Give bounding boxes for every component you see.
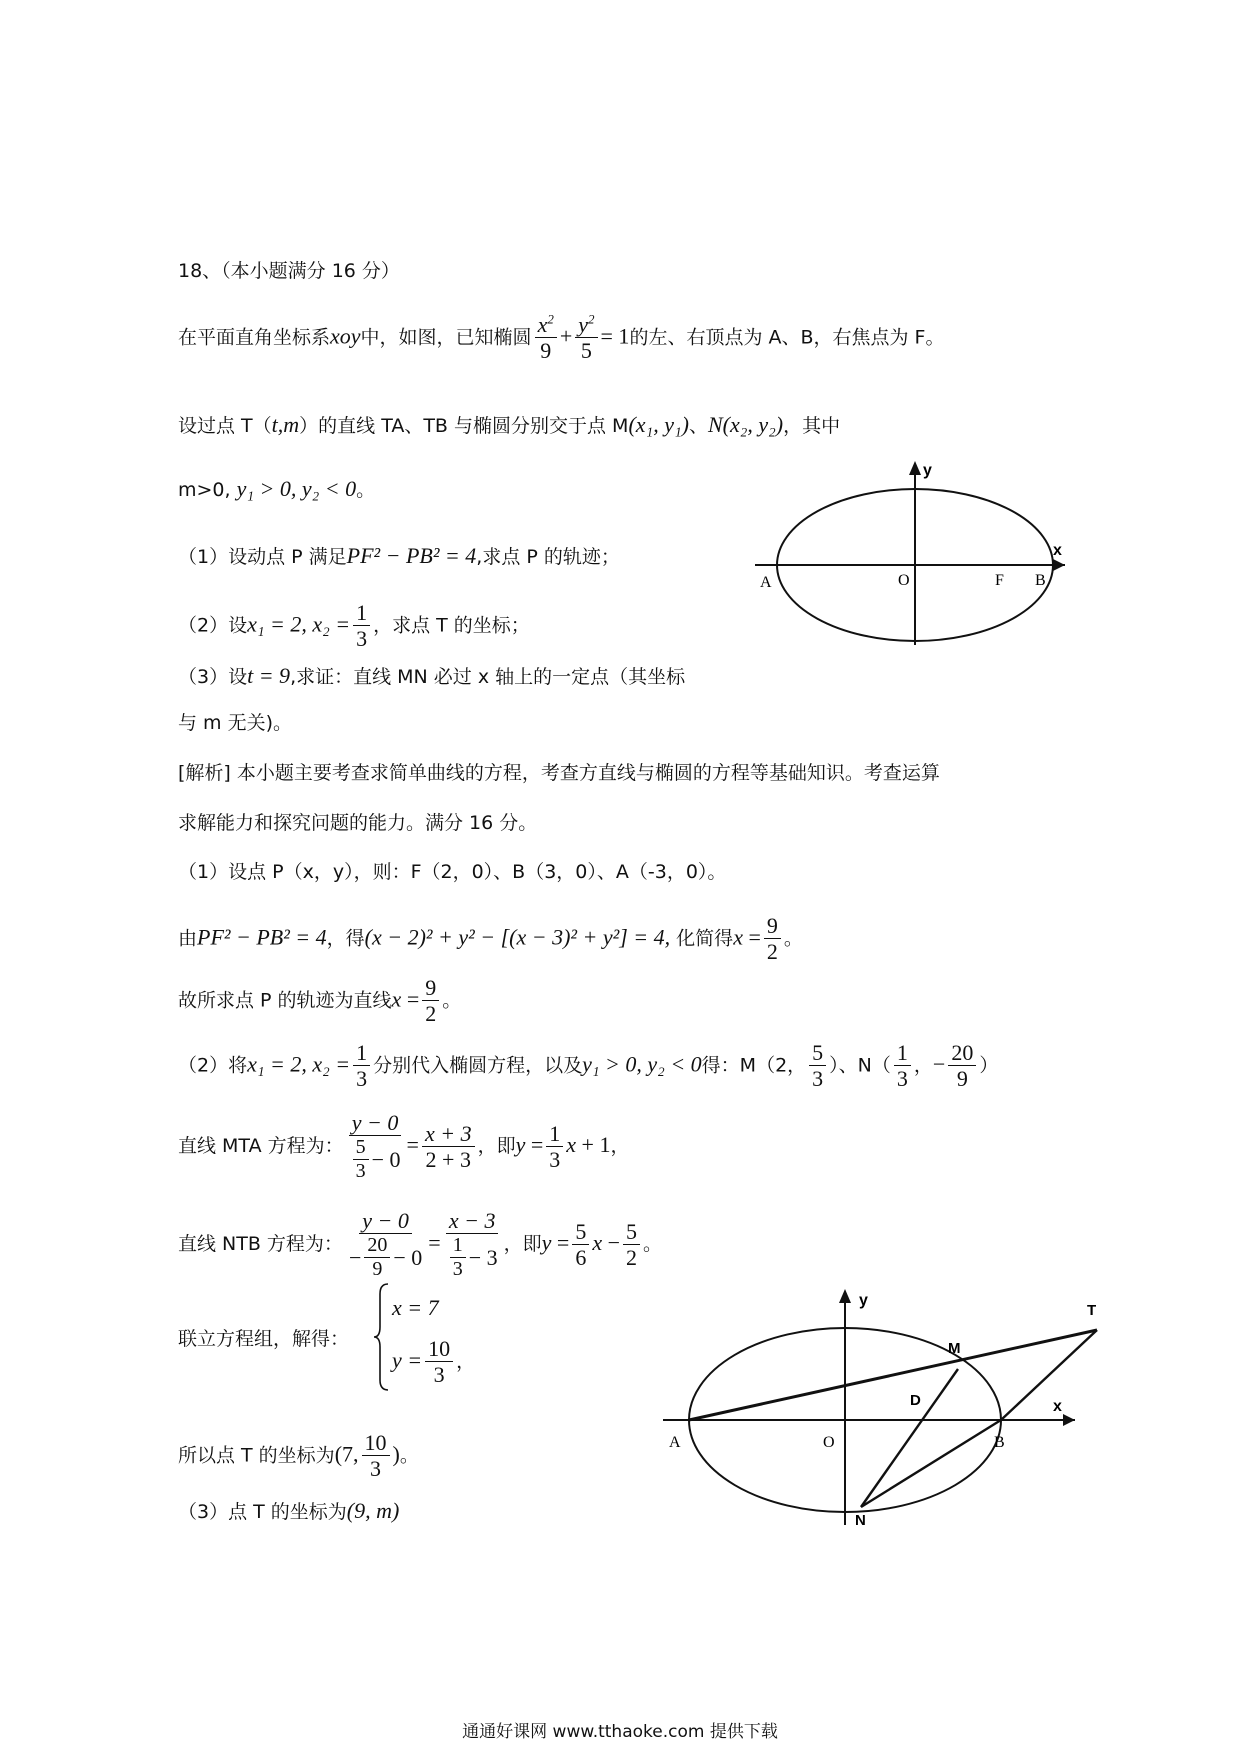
q1-text-2: ,求点 P 的轨迹； [476,546,620,568]
mta-frac-left: y − 0 $\frac{5}{3}$ − 0 [347,1110,404,1183]
fig2-label-y: y [859,1292,868,1309]
s3-text-1: 故所求点 P 的轨迹为直线 [178,989,392,1012]
question-1 [178,545,620,567]
fig2-label-d: D [910,1392,921,1409]
system-eq-2: y = $\frac{10}{3}$ ， [392,1336,476,1388]
system-text-1: ， [456,1350,476,1373]
s4-expr-2: y₁ > 0, y₂ < 0 [582,1051,702,1077]
ellipse-frac-x: $\frac{x^2}{9}$ [535,312,557,364]
solution-step-3: 故所求点 P 的轨迹为直线x = $\frac{9}{2}$ 。 [178,975,462,1027]
intro-text-3: 的左、右顶点为 A、B，右焦点为 F。 [629,326,945,349]
point-m-coords: (x₁, y₁) [628,412,689,437]
solution-step-2: 由PF² − PB² = 4，得(x − 2)² + y² − [(x − 3)² + y²] = 4, 化简得x = $\frac{9}{2}$ 。 [178,913,803,965]
frac-nine-halves-2: $\frac{9}{2}$ [422,975,439,1027]
q2-expr: x₁ = 2, x₂ = [247,611,351,637]
fig1-label-b: B [1035,572,1046,589]
q1-text-1: （1）设动点 P 满足 [178,546,347,568]
system-eq-1: x = 7 [392,1295,439,1320]
setup-text-2: ）的直线 TA、TB 与椭圆分别交于点 M [299,415,629,437]
mta-label: 直线 MTA 方程为： [178,1135,344,1158]
frac-one-third-3: $\frac{1}{3}$ [894,1040,911,1092]
figure-1-ellipse [740,455,1080,655]
question-3 [178,665,685,687]
q3-text-1: （3）设 [178,666,248,688]
ntb-slope: $\frac{5}{6}$ [572,1219,589,1271]
s3-text-2: 。 [442,989,462,1012]
question-3-cont: 与 m 无关)。 [178,712,293,734]
line-mta-equation: 直线 MTA 方程为： y − 0 $\frac{5}{3}$ − 0 = $\frac{x + 3}{2 + 3}$ ，即y = $\frac{1}{3}$ x + 1， [178,1110,630,1183]
system-label: 联立方程组，解得： [178,1328,350,1350]
frac-twenty-ninths: $\frac{20}{9}$ [948,1040,976,1092]
fig1-label-x: x [1053,542,1062,559]
point-t-result: 所以点 T 的坐标为(7, $\frac{10}{3}$ )。 [178,1430,419,1482]
fig1-label-f: F [995,572,1004,589]
setup-text-4: ，其中 [783,415,841,437]
cond-expr: y₁ > 0, y₂ < 0 [236,476,357,501]
solution-head-1: [解析] 本小题主要考查求简单曲线的方程，考查方直线与椭圆的方程等基础知识。考查运算 [178,762,940,784]
cond-text-1: m>0, [178,479,231,501]
mta-slope: $\frac{1}{3}$ [546,1121,563,1173]
s4-text-4: ）、N（ [829,1054,891,1077]
s4-text-5: ， [913,1054,933,1077]
ntb-text-1: ，即 [503,1233,542,1256]
system-brace [372,1282,392,1392]
question-2 [178,600,530,652]
ntb-text-2: 。 [643,1233,663,1256]
setup-text-3: 、 [688,415,708,437]
mta-text-2: ， [610,1135,630,1158]
fig2-label-b: B [994,1434,1005,1451]
mta-text-1: ，即 [477,1135,516,1158]
frac-nine-halves: $\frac{9}{2}$ [764,913,781,965]
s4-text-6: ） [979,1054,999,1077]
fig2-label-a: A [669,1434,681,1451]
q3-text-2: ,求证：直线 MN 必过 x 轴上的一定点（其坐标 [290,666,686,688]
s4-text-1: （2）将 [178,1054,248,1077]
coord-system: xoy [330,323,361,349]
tcoord-text-1: 所以点 T 的坐标为 [178,1444,335,1467]
fig1-label-a: A [760,574,772,591]
s3start-text-1: （3）点 T 的坐标为 [178,1501,347,1523]
fig2-label-n: N [855,1512,866,1529]
s4-text-2: 分别代入椭圆方程，以及 [373,1054,583,1077]
q3-expr: t = 9 [247,663,291,688]
ntb-frac-right: x − 3 $\frac{1}{3}$ − 3 [444,1208,501,1281]
frac-one-third-2: $\frac{1}{3}$ [353,1040,370,1092]
s2-text-3: 化简得 [676,927,734,950]
problem-title: 18、（本小题满分 16 分） [178,260,400,282]
s2-expr-2: (x − 2)² + y² − [(x − 3)² + y²] = 4, [364,924,671,950]
q2-text-2: ，求点 T 的坐标； [373,614,530,637]
s2-text-2: ，得 [326,927,365,950]
solution-part-3 [178,1500,399,1522]
fig2-label-m: M [948,1340,961,1357]
fig2-label-x: x [1053,1398,1062,1415]
point-t-coords: t,m [271,412,300,437]
frac-ten-thirds: $\frac{10}{3}$ [425,1336,453,1388]
ntb-label: 直线 NTB 方程为： [178,1233,343,1256]
intro-text-2: 中，如图，已知椭圆 [360,326,532,349]
line-ntb-equation: 直线 NTB 方程为： y − 0 − $\frac{20}{9}$ − 0 = x − 3 $\frac{1}{3}$ − 3 ，即y = $\frac{5}{6}$ x − $\frac{5}{2}$ 。 [178,1208,663,1281]
problem-condition [178,478,375,500]
fig1-label-y: y [923,462,932,479]
fig2-label-t: T [1087,1302,1097,1319]
s4-expr-1: x₁ = 2, x₂ = [247,1051,351,1077]
setup-text-1: 设过点 T（ [178,415,272,437]
cond-text-2: 。 [356,479,376,501]
frac-five-thirds: $\frac{5}{3}$ [809,1040,826,1092]
s3start-expr: (9, m) [346,1498,400,1523]
s2-text-4: 。 [783,927,803,950]
intro-text-1: 在平面直角坐标系 [178,326,331,349]
solution-head-2: 求解能力和探究问题的能力。满分 16 分。 [178,812,538,834]
q2-text-1: （2）设 [178,614,248,637]
point-n-coords: N(x₂, y₂) [707,412,784,437]
ntb-frac-left: y − 0 − $\frac{20}{9}$ − 0 [348,1208,423,1281]
figure-2-ellipse [655,1285,1115,1530]
frac-ten-thirds-2: $\frac{10}{3}$ [362,1430,390,1482]
q1-expr: PF² − PB² = 4 [346,543,477,568]
problem-setup [178,414,840,436]
s2-text-1: 由 [178,927,198,950]
s2-expr-1: PF² − PB² = 4 [197,924,327,950]
mta-frac-right: $\frac{x + 3}{2 + 3}$ [422,1121,475,1173]
problem-intro: 在平面直角坐标系xoy中，如图，已知椭圆 $\frac{x^2}{9}$ + $\frac{y^2}{5}$ = 1的左、右顶点为 A、B，右焦点为 F。 [178,311,945,364]
solution-step-4: （2）将x₁ = 2, x₂ = $\frac{1}{3}$ 分别代入椭圆方程，以及y₁ > 0, y₂ < 0得：M（2， $\frac{5}{3}$ ）、N（ $\frac{1}{3}$ ，− $\frac{20}{9}$ ） [178,1040,999,1092]
tcoord-text-2: 。 [399,1444,419,1467]
solution-step-1: （1）设点 P（x，y），则：F（2，0）、B（3，0）、A（-3，0）。 [178,861,727,883]
fig1-label-o: O [898,572,910,589]
fig2-label-o: O [823,1434,835,1451]
ntb-intercept: $\frac{5}{2}$ [623,1219,640,1271]
frac-one-third: $\frac{1}{3}$ [353,600,370,652]
page-footer: 通通好课网 www.tthaoke.com 提供下载 [462,1722,778,1742]
s4-text-3: 得：M（2， [701,1054,807,1077]
ellipse-frac-y: $\frac{y^2}{5}$ [575,312,597,364]
